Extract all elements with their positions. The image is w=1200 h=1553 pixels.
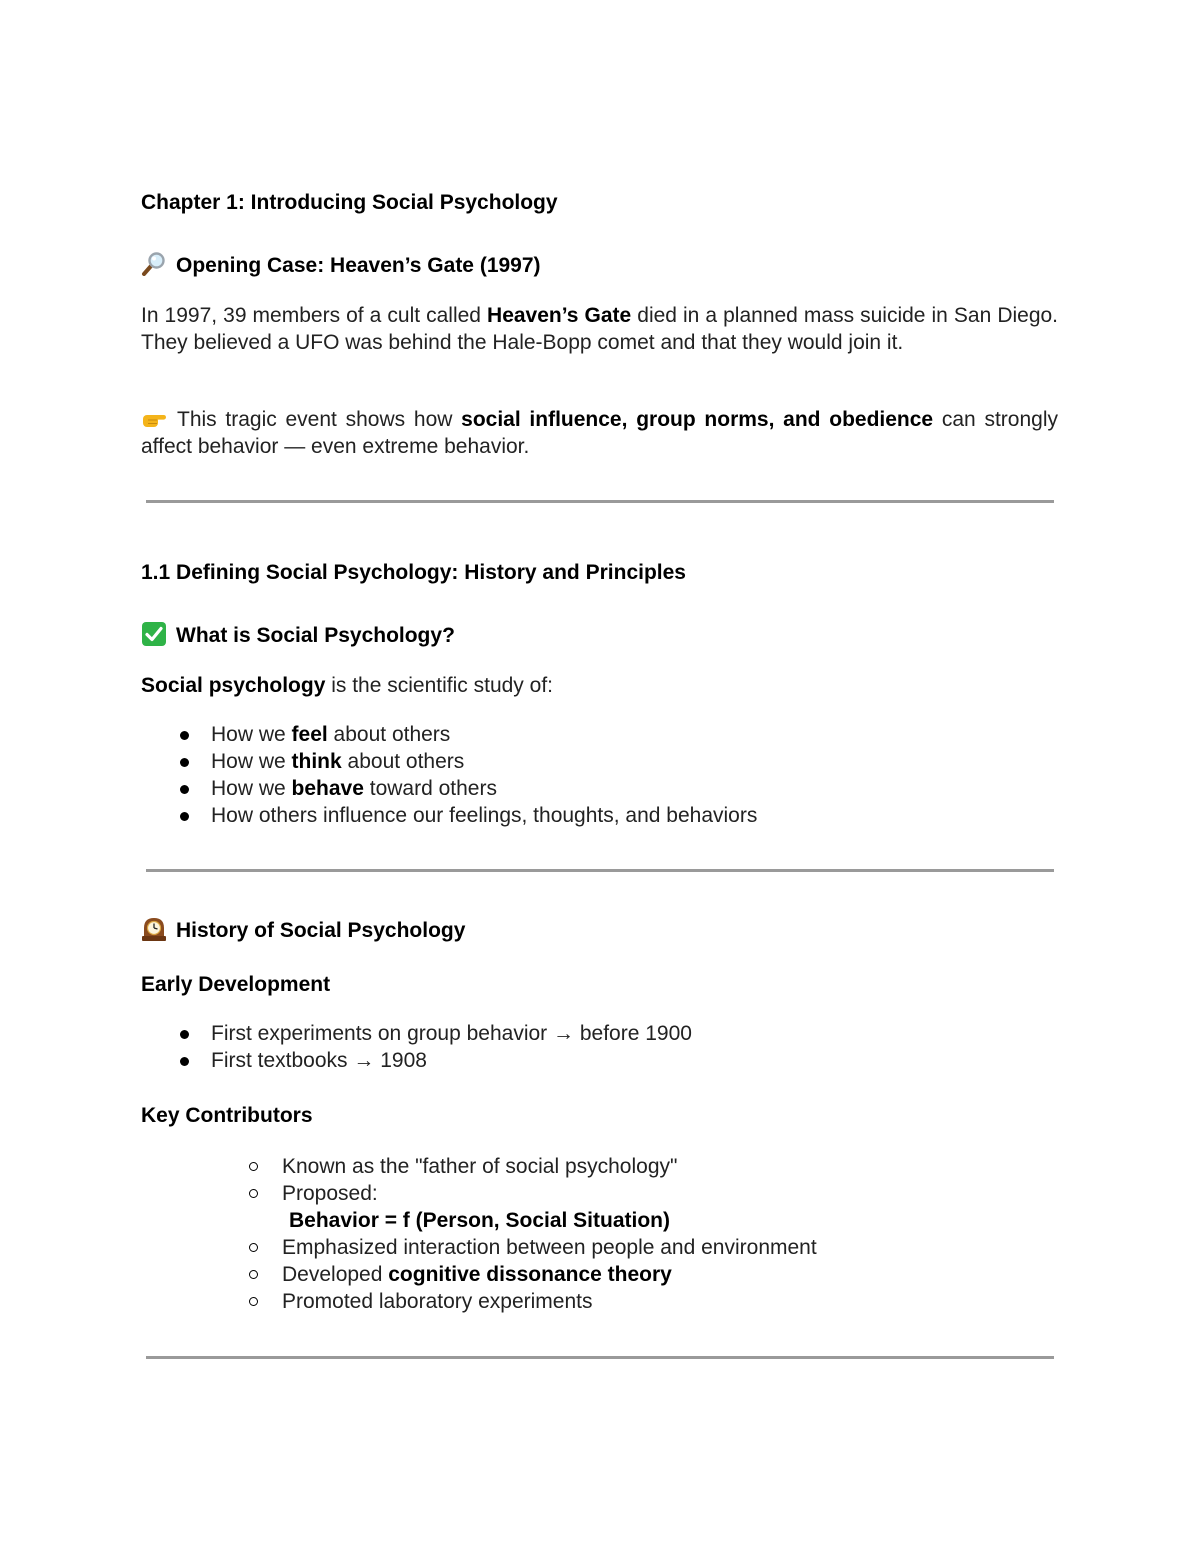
takeaway-bold: social influence, group norms, and obedience: [461, 408, 934, 431]
opening-case-heading-text: Opening Case: Heaven’s Gate (1997): [176, 254, 541, 277]
history-heading-text: History of Social Psychology: [176, 919, 466, 942]
list-item-bold: cognitive dissonance theory: [388, 1263, 672, 1286]
list-item-text: Developed: [282, 1263, 389, 1286]
opening-case-paragraph: [141, 302, 1058, 356]
takeaway-text-1: This tragic event shows how: [177, 408, 462, 431]
definition-list: [211, 721, 757, 829]
what-is-heading-text: What is Social Psychology?: [176, 624, 455, 647]
pointing-hand-icon: [141, 406, 167, 430]
list-item-text: toward others: [363, 777, 497, 800]
list-item: [282, 1288, 817, 1315]
key-contributors-list: [282, 1153, 817, 1315]
list-item-bold: behave: [291, 777, 364, 800]
list-item-text: Emphasized interaction between people and environment: [282, 1236, 817, 1259]
opening-case-text-1: In 1997, 39 members of a cult called: [141, 304, 488, 327]
list-item: [211, 721, 757, 748]
list-item: [282, 1153, 817, 1180]
formula: Behavior = f (Person, Social Situation): [289, 1209, 670, 1232]
horizontal-rule: [146, 869, 1054, 872]
mantelpiece-clock-icon: [141, 917, 167, 941]
list-item-text: How we: [211, 723, 292, 746]
check-mark-icon: [141, 622, 167, 646]
opening-case-heading: [141, 252, 1058, 279]
list-item-text: How we: [211, 750, 292, 773]
chapter-title: Chapter 1: Introducing Social Psychology: [141, 191, 558, 214]
list-item-bold: think: [291, 750, 342, 773]
section-1-1-heading: 1.1 Defining Social Psychology: History and Principles: [141, 561, 686, 584]
definition-paragraph: [141, 672, 1058, 699]
opening-case-takeaway: [141, 406, 1058, 460]
opening-case-text-2: died in a planned mass suicide in San Diego. They believed a UFO was behind the Hale-Bopp comet and that they would join it.: [141, 304, 1059, 354]
heavens-gate-bold: Heaven’s Gate: [487, 304, 632, 327]
list-item: First textbooks → 1908: [211, 1047, 692, 1074]
list-item-text: How others influence our feelings, thoughts, and behaviors: [211, 804, 758, 827]
list-item-text: Promoted laboratory experiments: [282, 1290, 593, 1313]
list-item: [211, 775, 757, 802]
horizontal-rule: [146, 1356, 1054, 1359]
magnifying-glass-icon: [141, 252, 167, 276]
list-item: [282, 1234, 817, 1261]
list-item: [211, 802, 757, 829]
early-development-list: [211, 1020, 692, 1074]
list-item: First experiments on group behavior → before 1900: [211, 1022, 692, 1045]
list-item-bold: feel: [291, 723, 328, 746]
horizontal-rule: [146, 500, 1054, 503]
list-item: [282, 1261, 817, 1288]
list-item-text: about others: [341, 750, 465, 773]
list-item-text: Proposed:: [282, 1182, 378, 1205]
list-item-text: about others: [327, 723, 451, 746]
takeaway-text-2: can strongly affect behavior — even extreme behavior.: [141, 408, 1058, 458]
what-is-heading: [141, 622, 1058, 649]
key-contributors-heading: Key Contributors: [141, 1104, 313, 1127]
list-item: [282, 1180, 817, 1207]
list-item-text: Known as the "father of social psychology": [282, 1155, 678, 1178]
list-item: [211, 748, 757, 775]
list-item-text: How we: [211, 777, 292, 800]
definition-text: is the scientific study of:: [325, 674, 553, 697]
history-heading: [141, 917, 1058, 944]
definition-term: Social psychology: [141, 674, 326, 697]
early-development-heading: Early Development: [141, 973, 331, 996]
